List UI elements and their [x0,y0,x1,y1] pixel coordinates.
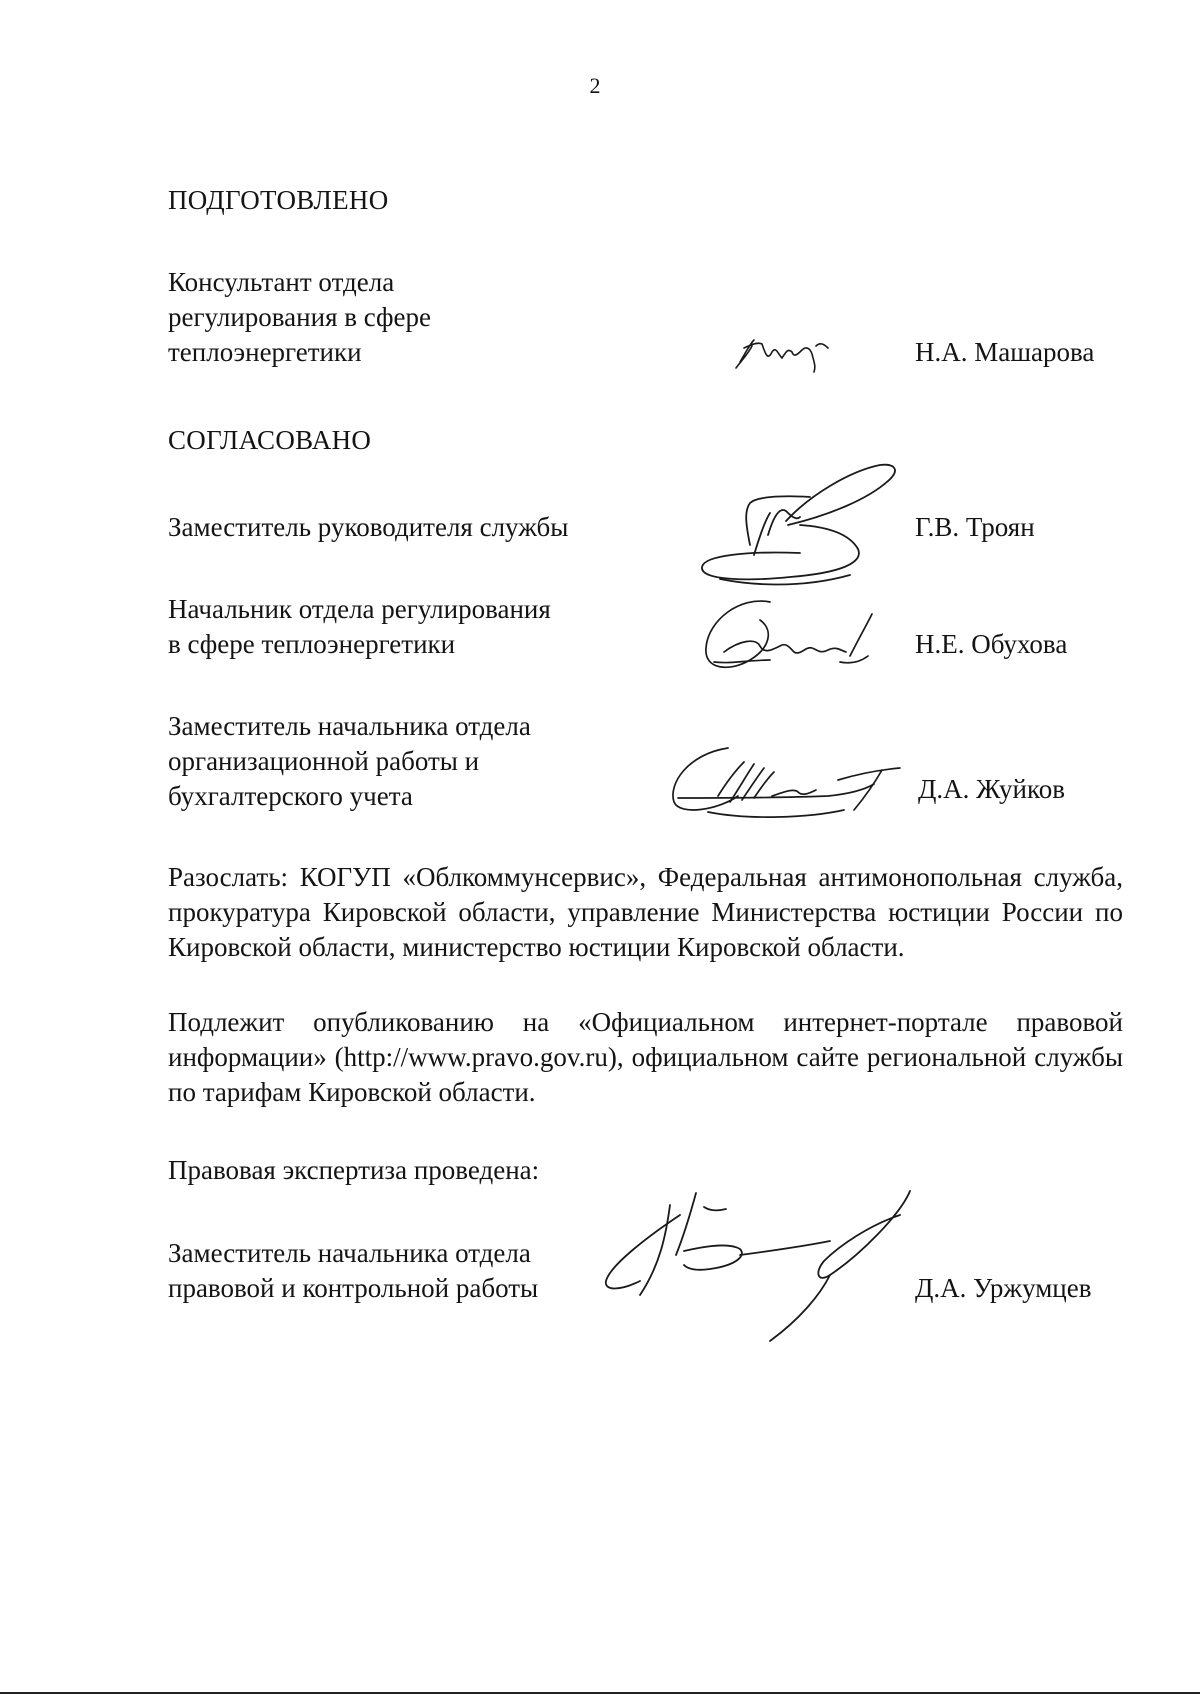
legal-review-position-line: Заместитель начальника отдела [168,1238,531,1268]
publication-note: Подлежит опубликованию на «Официальном интернет-портале правовой информации» (http://www.pravo.gov.ru), официальном сайте региональной службы по тарифам Кировской области. [168,1007,1123,1107]
prepared-position-line: теплоэнергетики [168,337,362,367]
bottom-edge-line [0,1692,1200,1694]
agreed-name-2: Н.Е. Обухова [915,629,1068,659]
prepared-name: Н.А. Машарова [915,337,1095,367]
legal-review-position [168,1236,538,1306]
distribution-list: Разослать: КОГУП «Облкоммунсервис», Федеральная антимонопольная служба, прокуратура Кировской области, управление Министерства юстиции России по Кировской области, министерство юстиции Кировской области. [168,862,1123,962]
agreed-heading: СОГЛАСОВАНО [168,425,372,455]
prepared-heading: ПОДГОТОВЛЕНО [168,185,389,215]
signature-zhuykov [668,740,918,830]
prepared-position-line: регулирования в сфере [168,302,432,332]
agreed-position-line: организационной работы и [168,746,480,776]
agreed-position-line: Заместитель руководителя службы [168,512,569,542]
signature-obukhova [700,590,880,680]
signature-urzhumtsev [600,1185,930,1345]
agreed-position-2 [168,592,551,662]
prepared-position [168,265,431,370]
agreed-position-line: Начальник отдела регулирования [168,594,551,624]
agreed-position-1 [168,510,568,545]
signature-masharova [732,332,842,376]
agreed-name-3: Д.А. Жуйков [918,774,1065,804]
legal-review-heading: Правовая экспертиза проведена: [168,1155,540,1185]
page-number: 2 [589,73,601,98]
legal-review-name: Д.А. Уржумцев [915,1273,1092,1303]
legal-review-position-line: правовой и контрольной работы [168,1273,539,1303]
signature-troyan [690,455,910,605]
agreed-name-1: Г.В. Троян [915,512,1035,542]
agreed-position-line: в сфере теплоэнергетики [168,629,456,659]
prepared-position-line: Консультант отдела [168,267,395,297]
agreed-position-line: Заместитель начальника отдела [168,711,531,741]
agreed-position-3 [168,709,531,814]
agreed-position-line: бухгалтерского учета [168,781,413,811]
